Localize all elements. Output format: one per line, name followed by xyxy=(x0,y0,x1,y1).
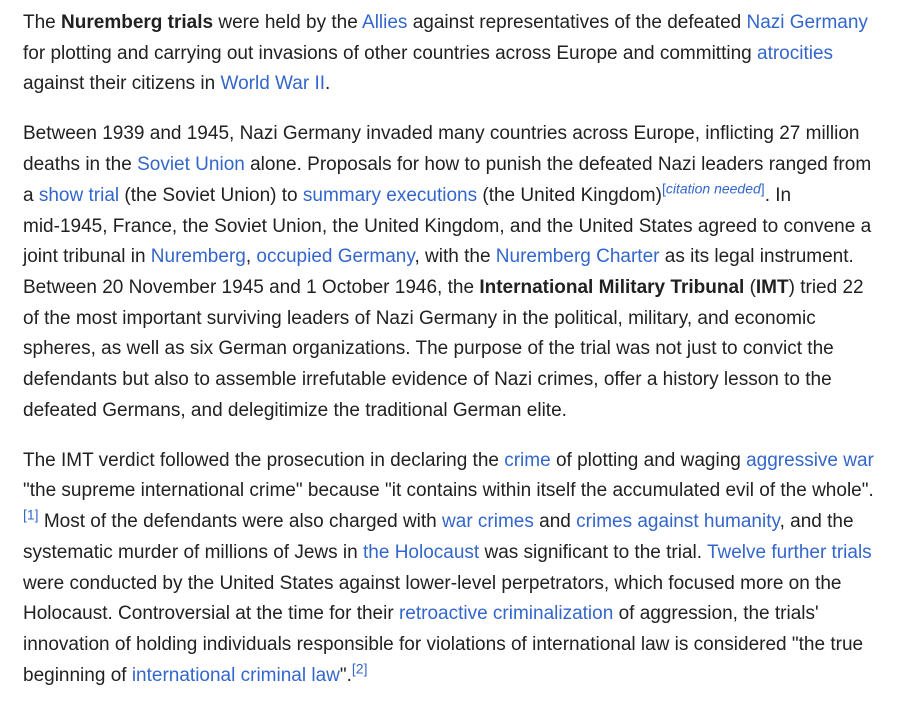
paragraph-verdict xyxy=(23,446,888,692)
reference-2 xyxy=(352,660,368,676)
text-line xyxy=(23,446,888,477)
link-allies[interactable]: Allies xyxy=(362,12,408,33)
paragraph-intro xyxy=(23,8,888,100)
text-line xyxy=(23,273,888,304)
link-reference-2[interactable]: [2] xyxy=(351,659,368,676)
bold-imt-full: International Military Tribunal xyxy=(479,276,745,298)
text-segment: and xyxy=(533,511,577,533)
text-line xyxy=(23,334,888,365)
link-the-holocaust[interactable]: the Holocaust xyxy=(363,541,480,563)
text-line xyxy=(23,538,888,569)
text-segment: mid-1945, France, the Soviet Union, the United Kingdom, and the United States agreed to convene a xyxy=(23,215,872,237)
citation-needed-superscript xyxy=(662,180,765,196)
text-line xyxy=(23,507,888,538)
link-war-crimes[interactable]: war crimes xyxy=(442,511,534,533)
link-reference-1[interactable]: [1] xyxy=(23,506,39,523)
text-segment: defendants but also to assemble irrefutable evidence of Nazi crimes, offer a history lesson to the xyxy=(23,369,832,391)
text-segment: "the supreme international crime" because "it contains within itself the accumulated evil of the whole". xyxy=(23,480,874,502)
text-segment: were conducted by the United States against lower-level perpetrators, which focused more on the xyxy=(23,572,842,594)
link-twelve-further-trials[interactable]: Twelve further trials xyxy=(706,541,872,563)
text-segment: joint tribunal in xyxy=(23,246,151,268)
text-segment: for plotting and carrying out invasions of other countries across Europe and committing xyxy=(23,42,757,64)
text-segment: alone. Proposals for how to punish the defeated Nazi leaders ranged from xyxy=(244,154,872,176)
text-line xyxy=(23,181,888,212)
text-segment: Between 1939 and 1945, Nazi Germany invaded many countries across Europe, inflicting 27 million xyxy=(23,123,860,145)
text-segment: ( xyxy=(744,276,756,298)
link-international-criminal-law[interactable]: international criminal law xyxy=(131,664,340,686)
text-segment: . In xyxy=(764,184,792,206)
link-aggressive-war[interactable]: aggressive war xyxy=(746,449,874,471)
link-world-war-ii[interactable]: World War II xyxy=(220,73,326,95)
text-segment: systematic murder of millions of Jews in xyxy=(23,541,363,563)
paragraph-background xyxy=(23,119,888,426)
link-crimes-against-humanity[interactable]: crimes against humanity xyxy=(576,511,780,533)
text-line xyxy=(23,150,888,181)
text-line xyxy=(23,569,888,600)
text-segment: against representatives of the defeated xyxy=(407,12,747,33)
link-retroactive-criminalization[interactable]: retroactive criminalization xyxy=(398,603,614,625)
text-segment: (the United Kingdom) xyxy=(477,184,662,206)
text-segment: against their citizens in xyxy=(23,73,221,95)
text-segment: of plotting and waging xyxy=(550,449,747,471)
cite-bracket: ] xyxy=(760,180,765,197)
text-line xyxy=(23,242,888,273)
link-nazi-germany[interactable]: Nazi Germany xyxy=(746,12,868,33)
text-segment: Holocaust. Controversial at the time for their xyxy=(23,603,399,625)
text-segment: ". xyxy=(339,664,352,686)
text-line xyxy=(23,304,888,335)
text-segment: , with the xyxy=(414,246,496,268)
text-segment: was significant to the trial. xyxy=(479,541,707,563)
link-nuremberg-charter[interactable]: Nuremberg Charter xyxy=(495,246,660,268)
text-segment: of aggression, the trials' xyxy=(613,603,819,625)
text-segment: beginning of xyxy=(23,664,132,686)
text-line xyxy=(23,599,888,630)
text-line xyxy=(23,630,888,661)
text-segment: spheres, as well as six German organizations. The purpose of the trial was not just to convict the xyxy=(23,338,834,360)
text-segment: defeated Germans, and delegitimize the traditional German elite. xyxy=(23,399,567,421)
link-show-trial[interactable]: show trial xyxy=(38,184,120,206)
text-line xyxy=(23,661,888,692)
link-atrocities[interactable]: atrocities xyxy=(757,42,834,64)
text-segment: The IMT verdict followed the prosecution in declaring the xyxy=(23,449,505,471)
text-segment: The xyxy=(23,12,62,33)
link-occupied-germany[interactable]: occupied Germany xyxy=(256,246,415,268)
text-line xyxy=(23,476,888,507)
text-segment: Between 20 November 1945 and 1 October 1946, the xyxy=(23,276,480,298)
link-crime[interactable]: crime xyxy=(504,449,551,471)
text-segment: innovation of holding individuals responsible for violations of international law is considered "the true xyxy=(23,633,864,655)
link-soviet-union[interactable]: Soviet Union xyxy=(137,154,245,176)
text-segment: Most of the defendants were also charged with xyxy=(38,511,443,533)
text-line xyxy=(23,212,888,243)
text-line xyxy=(23,396,888,427)
cite-bracket: [ xyxy=(661,180,666,197)
text-line xyxy=(23,39,888,70)
bold-title: Nuremberg trials xyxy=(61,12,214,33)
bold-imt: IMT xyxy=(755,276,789,298)
text-segment: deaths in the xyxy=(23,154,138,176)
text-segment: (the Soviet Union) to xyxy=(119,184,303,206)
text-segment: , xyxy=(245,246,257,268)
text-line xyxy=(23,69,888,100)
link-nuremberg[interactable]: Nuremberg xyxy=(150,246,246,268)
reference-1 xyxy=(23,506,39,522)
text-segment: a xyxy=(23,184,39,206)
link-summary-executions[interactable]: summary executions xyxy=(302,184,478,206)
text-segment: were held by the xyxy=(213,12,363,33)
text-segment: , and the xyxy=(779,511,854,533)
text-segment: of the most important surviving leaders of Nazi Germany in the political, military, and economic xyxy=(23,307,816,329)
text-segment: . xyxy=(325,73,331,95)
text-line xyxy=(23,8,888,39)
text-segment: ) tried 22 xyxy=(788,276,864,298)
text-segment: as its legal instrument. xyxy=(659,246,854,268)
text-line xyxy=(23,365,888,396)
text-line xyxy=(23,119,888,150)
link-citation-needed[interactable]: citation needed xyxy=(665,180,761,197)
